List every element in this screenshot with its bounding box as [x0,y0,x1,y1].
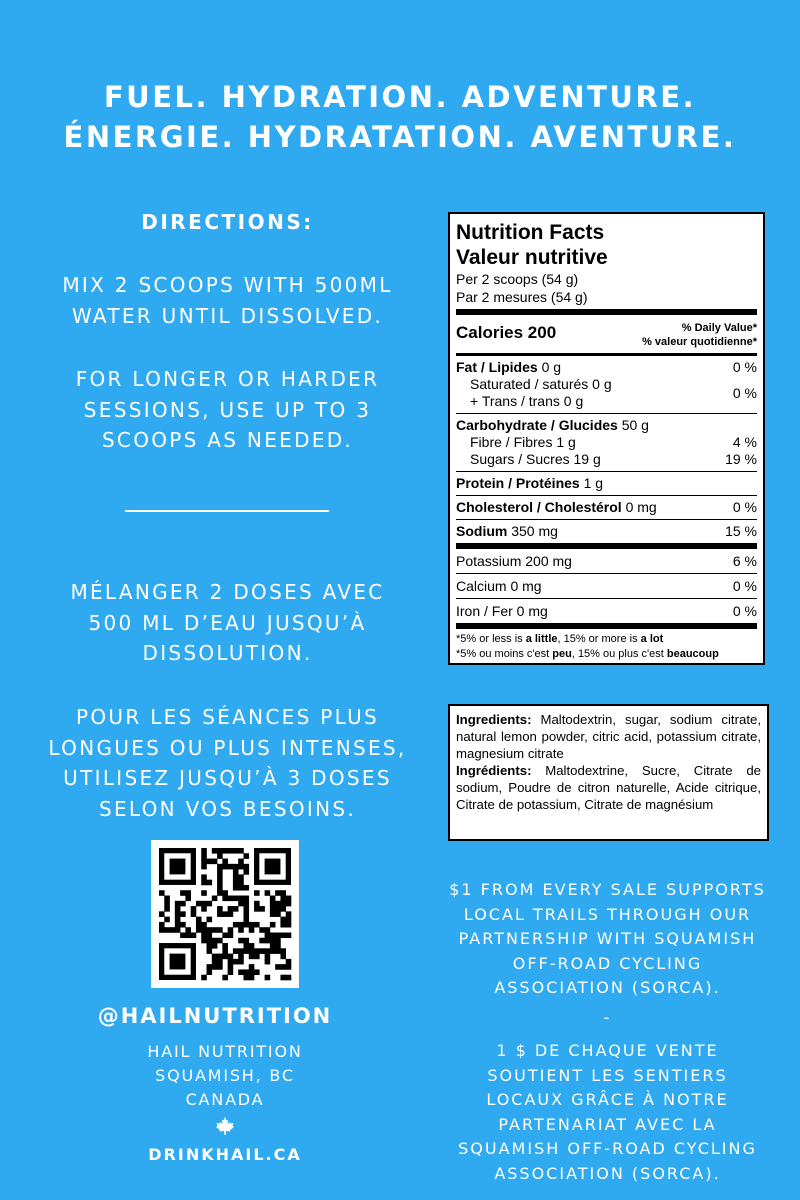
footnote-text: *5% ou moins c'est [456,648,553,660]
calories-row [456,317,757,353]
calcium-dv: 0 % [732,578,757,594]
potassium-row [456,549,757,573]
fibre-label: Fibre / Fibres 1 g [470,434,576,450]
footnote-text: *5% or less is [456,633,526,645]
sodium-row [456,520,757,543]
daily-value-english: % Daily Value* [681,322,757,334]
nutrition-facts-panel [448,212,765,665]
iron-row [456,599,757,623]
daily-value-header [642,321,757,349]
ingredients-text-french: Maltodextrine, Sucre, Citrate de sodium, Poudre de citron naturelle, Acide citrique, Citrate de potassium, Citrate de magnésium [456,763,761,812]
iron-label: Iron / Fer 0 mg [456,603,548,619]
ingredients-panel [448,704,769,841]
carbohydrate-label: Carbohydrate / Glucides [456,417,618,433]
company-name: HAIL NUTRITION [147,1042,303,1061]
ingredients-english [456,711,761,762]
protein-amount: 1 g [583,475,604,491]
cholesterol-amount: 0 mg [625,499,657,515]
calcium-label: Calcium 0 mg [456,578,542,594]
sodium-dv: 15 % [725,523,757,539]
serving-size-french: Par 2 mesures (54 g) [456,289,588,305]
trans-label: + Trans / trans 0 g [470,393,584,409]
calories-label: Calories 200 [456,323,557,342]
website-link[interactable]: DRINKHAIL.CA [148,1145,302,1164]
protein-row [456,472,757,495]
sugars-row [456,451,757,468]
saturated-trans-dv: 0 % [732,384,757,401]
sorca-separator: - [603,1008,612,1027]
directions-english-sessions: FOR LONGER OR HARDER SESSIONS, USE UP TO 3 SCOOPS AS NEEDED. [75,367,380,452]
footnote-text: , 15% ou plus c'est [571,648,667,660]
footnote-english [456,632,757,647]
ingredients-text-english: Maltodextrin, sugar, sodium citrate, natural lemon powder, citric acid, potassium citrate, magnesium citrate [456,712,761,761]
cholesterol-row [456,496,757,519]
sugars-dv: 19 % [725,451,757,467]
sodium-amount: 350 mg [511,523,558,539]
headline-english: FUEL. HYDRATION. ADVENTURE. [103,80,697,114]
ingredients-label-french: Ingrédients: [456,763,532,778]
serving-size-english: Per 2 scoops (54 g) [456,271,579,287]
nutrition-title-english: Nutrition Facts [456,221,605,244]
fat-amount: 0 g [541,359,562,375]
saturated-label: Saturated / saturés 0 g [470,376,612,392]
footnote-emphasis: a lot [640,633,664,645]
cholesterol-dv: 0 % [732,499,757,515]
headline-french: ÉNERGIE. HYDRATATION. AVENTURE. [63,120,737,154]
daily-value-french: % valeur quotidienne* [642,336,757,348]
qr-code-pattern [151,840,299,988]
fat-label: Fat / Lipides [456,359,538,375]
protein-label: Protein / Protéines [456,475,580,491]
footnote-french [456,647,757,662]
directions-french-mix: MÉLANGER 2 DOSES AVEC 500 ML D’EAU JUSQU’À DISSOLUTION. [70,580,385,665]
footnote-emphasis: peu [552,648,572,660]
directions-title: DIRECTIONS: [141,210,314,234]
footnote-emphasis: a little [525,633,558,645]
sorca-french: 1 $ DE CHAQUE VENTE SOUTIENT LES SENTIERS LOCAUX GRÂCE À NOTRE PARTENARIAT AVEC LA SQUAMISH OFF-ROAD CYCLING ASSOCIATION (SORCA). [458,1041,757,1183]
directions-french-sessions: POUR LES SÉANCES PLUS LONGUES OU PLUS INTENSES, UTILISEZ JUSQU’À 3 DOSES SELON VOS BESOINS. [48,705,407,821]
company-address [15,1040,435,1112]
iron-dv: 0 % [732,603,757,619]
saturated-trans-row [456,376,757,410]
cholesterol-label: Cholesterol / Cholestérol [456,499,622,515]
social-handle[interactable]: @HAILNUTRITION [97,1004,333,1028]
calcium-row [456,574,757,598]
directions-english-mix: MIX 2 SCOOPS WITH 500ML WATER UNTIL DISSOLVED. [62,273,393,328]
sorca-english: $1 FROM EVERY SALE SUPPORTS LOCAL TRAILS THROUGH OUR PARTNERSHIP WITH SQUAMISH OFF-ROAD CYCLING ASSOCIATION (SORCA). [449,880,766,997]
qr-code[interactable] [151,840,299,988]
nutrition-title-french: Valeur nutritive [456,246,608,269]
sugars-label: Sugars / Sucres 19 g [470,451,601,467]
footnote-emphasis: beaucoup [666,648,719,660]
sodium-label: Sodium [456,523,508,539]
carbohydrate-amount: 50 g [621,417,649,433]
fibre-dv: 4 % [732,434,757,450]
nutrition-footnote [456,629,757,662]
ingredients-french [456,762,761,813]
potassium-label: Potassium 200 mg [456,553,572,569]
maple-leaf-icon [215,1116,235,1140]
carbohydrate-row [456,414,757,434]
ingredients-label-english: Ingredients: [456,712,532,727]
potassium-dv: 6 % [732,553,757,569]
company-city: SQUAMISH, BC [155,1066,295,1085]
thick-rule [456,309,757,315]
company-country: CANADA [185,1090,265,1109]
fat-dv: 0 % [732,359,757,375]
fat-row [456,356,757,376]
section-divider [125,510,329,512]
fibre-row [456,434,757,451]
footnote-text: , 15% or more is [557,633,641,645]
